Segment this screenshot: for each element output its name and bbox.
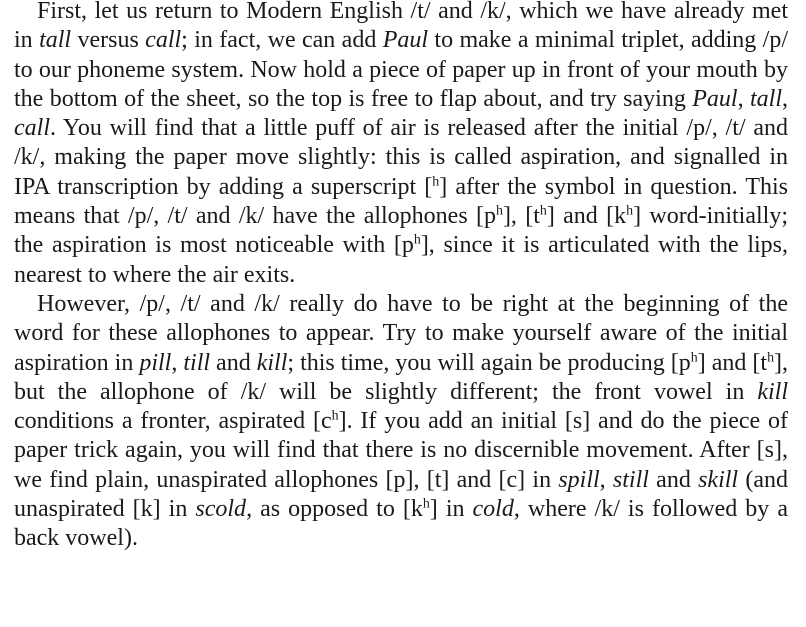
- text-run: ,: [171, 349, 184, 376]
- text-run: and: [210, 349, 257, 376]
- text-run: ; this time, you will again be producing [p: [287, 349, 691, 376]
- text-run: ] and [t: [697, 349, 768, 376]
- italic-word: still: [612, 466, 649, 493]
- italic-word: scold: [195, 496, 247, 523]
- text-run: ; in fact, we can add: [181, 27, 383, 54]
- text-run: ], [t: [502, 203, 540, 230]
- text-run: to make a minimal triplet, adding /p/ to our phoneme system. Now hold a piece of paper up in front of your mouth by the bottom of the sheet, so the top is free to flap about, and try saying: [14, 27, 788, 112]
- aspiration-superscript: h: [422, 496, 430, 512]
- text-run: , as opposed to [k: [246, 496, 423, 523]
- aspiration-superscript: h: [495, 203, 503, 219]
- text-run: ] word-initially; the aspiration is most noticeable with [p: [14, 203, 789, 259]
- text-run: and: [648, 466, 699, 493]
- text-run: conditions a fronter, aspirated [c: [14, 408, 332, 435]
- text-run: ,: [599, 466, 613, 493]
- text-run: ]. If you add an initial [s] and do the piece of paper trick again, you will find that there is no discernible movement. After [s], we find plain, unaspirated allophones [p], [t] and [c] in: [14, 408, 789, 493]
- italic-word: call: [145, 27, 182, 54]
- italic-word: tall: [749, 85, 782, 112]
- italic-word: spill: [558, 466, 600, 493]
- italic-word: skill: [698, 466, 739, 493]
- italic-word: Paul: [382, 27, 429, 54]
- text-run: ] in: [429, 496, 473, 523]
- text-run: versus: [71, 27, 146, 54]
- aspiration-superscript: h: [432, 174, 440, 190]
- paragraph-aspiration: [14, 0, 788, 290]
- text-run: However, /p/, /t/ and /k/ really do have to be right at the beginning of the word for these allophones to appear. Try to make yourself aware of the initial aspiration in: [14, 290, 788, 376]
- aspiration-superscript: h: [626, 203, 634, 219]
- text-run: , where /k/ is followed by a back vowel).: [14, 496, 788, 552]
- text-run: ], since it is articulated with the lips, nearest to where the air exits.: [14, 232, 788, 288]
- italic-word: till: [183, 349, 211, 376]
- text-run: First, let us return to Modern English /t/ and /k/, which we have already met in: [14, 0, 788, 54]
- text-run: (and unaspirated [k] in: [14, 466, 788, 523]
- text-run: . You will find that a little puff of air is released after the initial /p/, /t/ and /k/, making the paper move slightly: this is called aspiration, and signalled in IPA transcription by adding a superscript [: [14, 115, 788, 200]
- aspiration-superscript: h: [767, 349, 775, 365]
- italic-word: Paul: [692, 85, 738, 112]
- aspiration-superscript: h: [413, 232, 421, 248]
- aspiration-superscript: h: [331, 408, 339, 424]
- text-run: ] and [k: [546, 203, 627, 230]
- paragraph-allophones: [14, 290, 788, 554]
- italic-word: pill: [139, 349, 172, 376]
- italic-word: kill: [757, 378, 788, 405]
- italic-word: kill: [256, 349, 288, 376]
- italic-word: cold: [472, 496, 514, 523]
- aspiration-superscript: h: [690, 349, 698, 365]
- text-run: ] after the symbol in question. This means that /p/, /t/ and /k/ have the allophones [p: [14, 173, 788, 230]
- text-run: ,: [782, 85, 788, 112]
- text-run: ,: [737, 85, 750, 112]
- aspiration-superscript: h: [539, 203, 547, 219]
- text-run: ], but the allophone of /k/ will be slightly different; the front vowel in: [14, 349, 789, 405]
- italic-word: tall: [39, 27, 72, 54]
- italic-word: call: [14, 115, 50, 142]
